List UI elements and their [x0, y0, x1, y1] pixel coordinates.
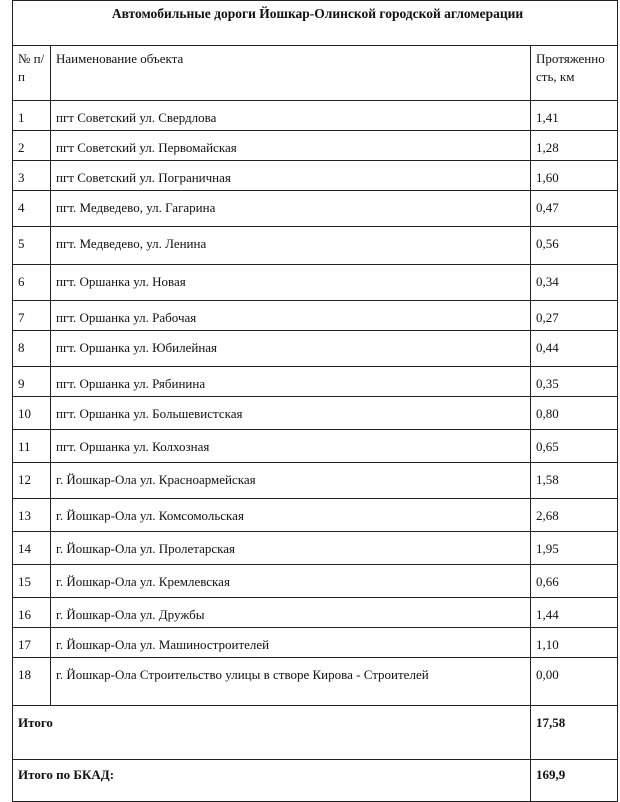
table-row [13, 131, 618, 161]
table-title-row [13, 1, 618, 46]
roads-table [12, 0, 618, 802]
cell-length: 1,44 [531, 598, 618, 628]
cell-num: 12 [13, 463, 51, 499]
table-row [13, 101, 618, 131]
total-value: 17,58 [531, 706, 618, 760]
cell-num: 2 [13, 131, 51, 161]
cell-name: пгт Советский ул. Свердлова [51, 101, 531, 131]
cell-name: пгт Советский ул. Пограничная [51, 161, 531, 191]
cell-num: 14 [13, 532, 51, 565]
total-label: Итого [13, 706, 531, 760]
table-row [13, 463, 618, 499]
cell-name: г. Йошкар-Ола ул. Пролетарская [51, 532, 531, 565]
table-row [13, 331, 618, 367]
cell-num: 7 [13, 301, 51, 331]
cell-name: пгт. Медведево, ул. Ленина [51, 227, 531, 265]
cell-length: 0,00 [531, 658, 618, 706]
cell-num: 9 [13, 367, 51, 397]
cell-name: пгт. Оршанка ул. Рябинина [51, 367, 531, 397]
header-length-label: Протяженность, км [536, 51, 605, 84]
cell-num: 18 [13, 658, 51, 706]
table-row [13, 265, 618, 301]
cell-length: 0,80 [531, 397, 618, 430]
cell-name: пгт Советский ул. Первомайская [51, 131, 531, 161]
table-row [13, 301, 618, 331]
table-row [13, 161, 618, 191]
cell-num: 1 [13, 101, 51, 131]
cell-num: 16 [13, 598, 51, 628]
table-title: Автомобильные дороги Йошкар-Олинской городской агломерации [13, 1, 618, 46]
table-row [13, 565, 618, 598]
cell-name: г. Йошкар-Ола ул. Комсомольская [51, 499, 531, 532]
cell-num: 6 [13, 265, 51, 301]
cell-length: 0,56 [531, 227, 618, 265]
cell-length: 1,58 [531, 463, 618, 499]
cell-length: 2,68 [531, 499, 618, 532]
cell-num: 10 [13, 397, 51, 430]
cell-name: пгт. Оршанка ул. Рабочая [51, 301, 531, 331]
table-row [13, 430, 618, 463]
table-row [13, 191, 618, 227]
cell-name: г. Йошкар-Ола Строительство улицы в створе Кирова - Строителей [51, 658, 531, 706]
header-name: Наименование объекта [51, 46, 531, 101]
table-row [13, 367, 618, 397]
bkad-total-value: 169,9 [531, 760, 618, 802]
cell-length: 0,34 [531, 265, 618, 301]
table-row [13, 397, 618, 430]
bkad-total-row [13, 760, 618, 802]
header-length [531, 46, 618, 101]
table-row [13, 658, 618, 706]
cell-length: 0,47 [531, 191, 618, 227]
cell-num: 5 [13, 227, 51, 265]
cell-num: 8 [13, 331, 51, 367]
cell-length: 1,41 [531, 101, 618, 131]
cell-name: г. Йошкар-Ола ул. Машиностроителей [51, 628, 531, 658]
table-row [13, 227, 618, 265]
cell-num: 3 [13, 161, 51, 191]
cell-length: 1,95 [531, 532, 618, 565]
cell-name: пгт. Оршанка ул. Колхозная [51, 430, 531, 463]
table-row [13, 628, 618, 658]
cell-name: г. Йошкар-Ола ул. Дружбы [51, 598, 531, 628]
total-row [13, 706, 618, 760]
bkad-total-label: Итого по БКАД: [13, 760, 531, 802]
cell-length: 1,10 [531, 628, 618, 658]
cell-length: 0,65 [531, 430, 618, 463]
table-row [13, 499, 618, 532]
cell-length: 0,66 [531, 565, 618, 598]
cell-name: г. Йошкар-Ола ул. Красноармейская [51, 463, 531, 499]
cell-name: г. Йошкар-Ола ул. Кремлевская [51, 565, 531, 598]
cell-name: пгт. Оршанка ул. Юбилейная [51, 331, 531, 367]
cell-length: 0,35 [531, 367, 618, 397]
cell-num: 11 [13, 430, 51, 463]
cell-length: 1,28 [531, 131, 618, 161]
cell-name: пгт. Оршанка ул. Большевистская [51, 397, 531, 430]
table-row [13, 532, 618, 565]
table-header-row [13, 46, 618, 101]
cell-length: 0,27 [531, 301, 618, 331]
cell-name: пгт. Оршанка ул. Новая [51, 265, 531, 301]
cell-length: 1,60 [531, 161, 618, 191]
header-num: № п/п [13, 46, 51, 101]
table-row [13, 598, 618, 628]
cell-num: 17 [13, 628, 51, 658]
cell-num: 15 [13, 565, 51, 598]
cell-length: 0,44 [531, 331, 618, 367]
cell-name: пгт. Медведево, ул. Гагарина [51, 191, 531, 227]
cell-num: 4 [13, 191, 51, 227]
cell-num: 13 [13, 499, 51, 532]
